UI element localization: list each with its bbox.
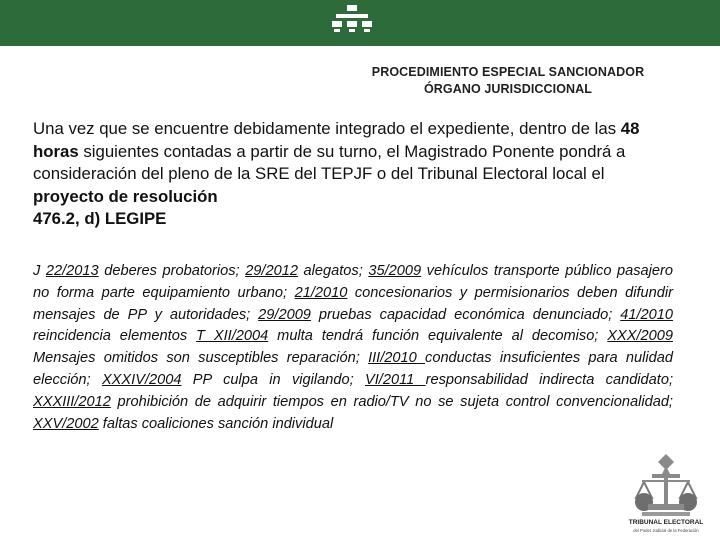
org-chart-icon <box>330 4 374 34</box>
ref-text: reincidencia elementos <box>33 328 197 345</box>
ref-link[interactable]: III/2010 <box>368 350 426 367</box>
ref-text: vehículos transporte público pasajero no forma parte equipamiento urbano; <box>33 263 674 301</box>
ref-link[interactable]: 21/2010 <box>294 284 348 301</box>
ref-text: faltas coaliciones sanción individual <box>98 415 334 432</box>
ref-text: J <box>33 263 46 279</box>
logo-caption: TRIBUNAL ELECTORAL <box>628 519 704 526</box>
ref-link[interactable]: XXXIV/2004 <box>101 371 182 388</box>
ref-link[interactable]: VI/2011 <box>365 371 426 388</box>
ref-text: alegatos; <box>297 263 369 279</box>
main-text-2: siguientes contadas a partir de su turno, el Magistrado Ponente pondrá a consideración del pleno de la SRE del TEPJF o del Tribunal Electoral local el <box>33 141 626 183</box>
main-bold-legipe: 476.2, d) LEGIPE <box>33 209 167 228</box>
ref-link[interactable]: T XII/2004 <box>196 328 269 345</box>
ref-link[interactable]: XXXIII/2012 <box>33 393 111 410</box>
ref-text: responsabilidad indirecta candidato; <box>425 371 674 388</box>
ref-link[interactable]: XXV/2002 <box>33 415 99 432</box>
header-line-2: ÓRGANO JURISDICCIONAL <box>423 82 593 96</box>
ref-link[interactable]: 29/2012 <box>245 263 298 279</box>
ref-text: conductas insuficientes para nulidad elección; <box>33 350 673 388</box>
main-paragraph <box>33 118 678 231</box>
ref-text: PP culpa in vigilando; <box>181 371 366 388</box>
ref-text: deberes probatorios; <box>98 263 246 279</box>
main-bold-project: proyecto de resolución <box>33 186 218 206</box>
ref-text: pruebas capacidad económica denunciado; <box>310 306 621 323</box>
ref-link[interactable]: 29/2009 <box>258 306 311 323</box>
jurisprudence-references <box>33 261 673 435</box>
ref-text: Mensajes omitidos son susceptibles reparación; <box>33 350 369 367</box>
ref-text: concesionarios y permisionarios deben difundir mensajes de PP y autoridades; <box>33 284 673 323</box>
header-line-1: PROCEDIMIENTO ESPECIAL SANCIONADOR <box>371 65 645 79</box>
main-bold-hours: 48 horas <box>33 119 640 161</box>
ref-text: prohibición de adquirir tiempos en radio/TV no se sujeta control convencionalidad; <box>110 393 673 410</box>
logo-subcaption: del Poder Judicial de la Federación <box>633 528 699 533</box>
ref-link[interactable]: XXX/2009 <box>607 328 674 345</box>
ref-text: multa tendrá función equivalente al decomiso; <box>268 328 608 345</box>
top-banner <box>0 0 720 46</box>
slide-header <box>300 64 716 98</box>
ref-link[interactable]: 41/2010 <box>620 306 673 323</box>
ref-link[interactable]: 35/2009 <box>368 263 422 279</box>
main-text-1: Una vez que se encuentre debidamente integrado el expediente, dentro de las <box>33 119 621 138</box>
ref-link[interactable]: 22/2013 <box>45 263 99 279</box>
